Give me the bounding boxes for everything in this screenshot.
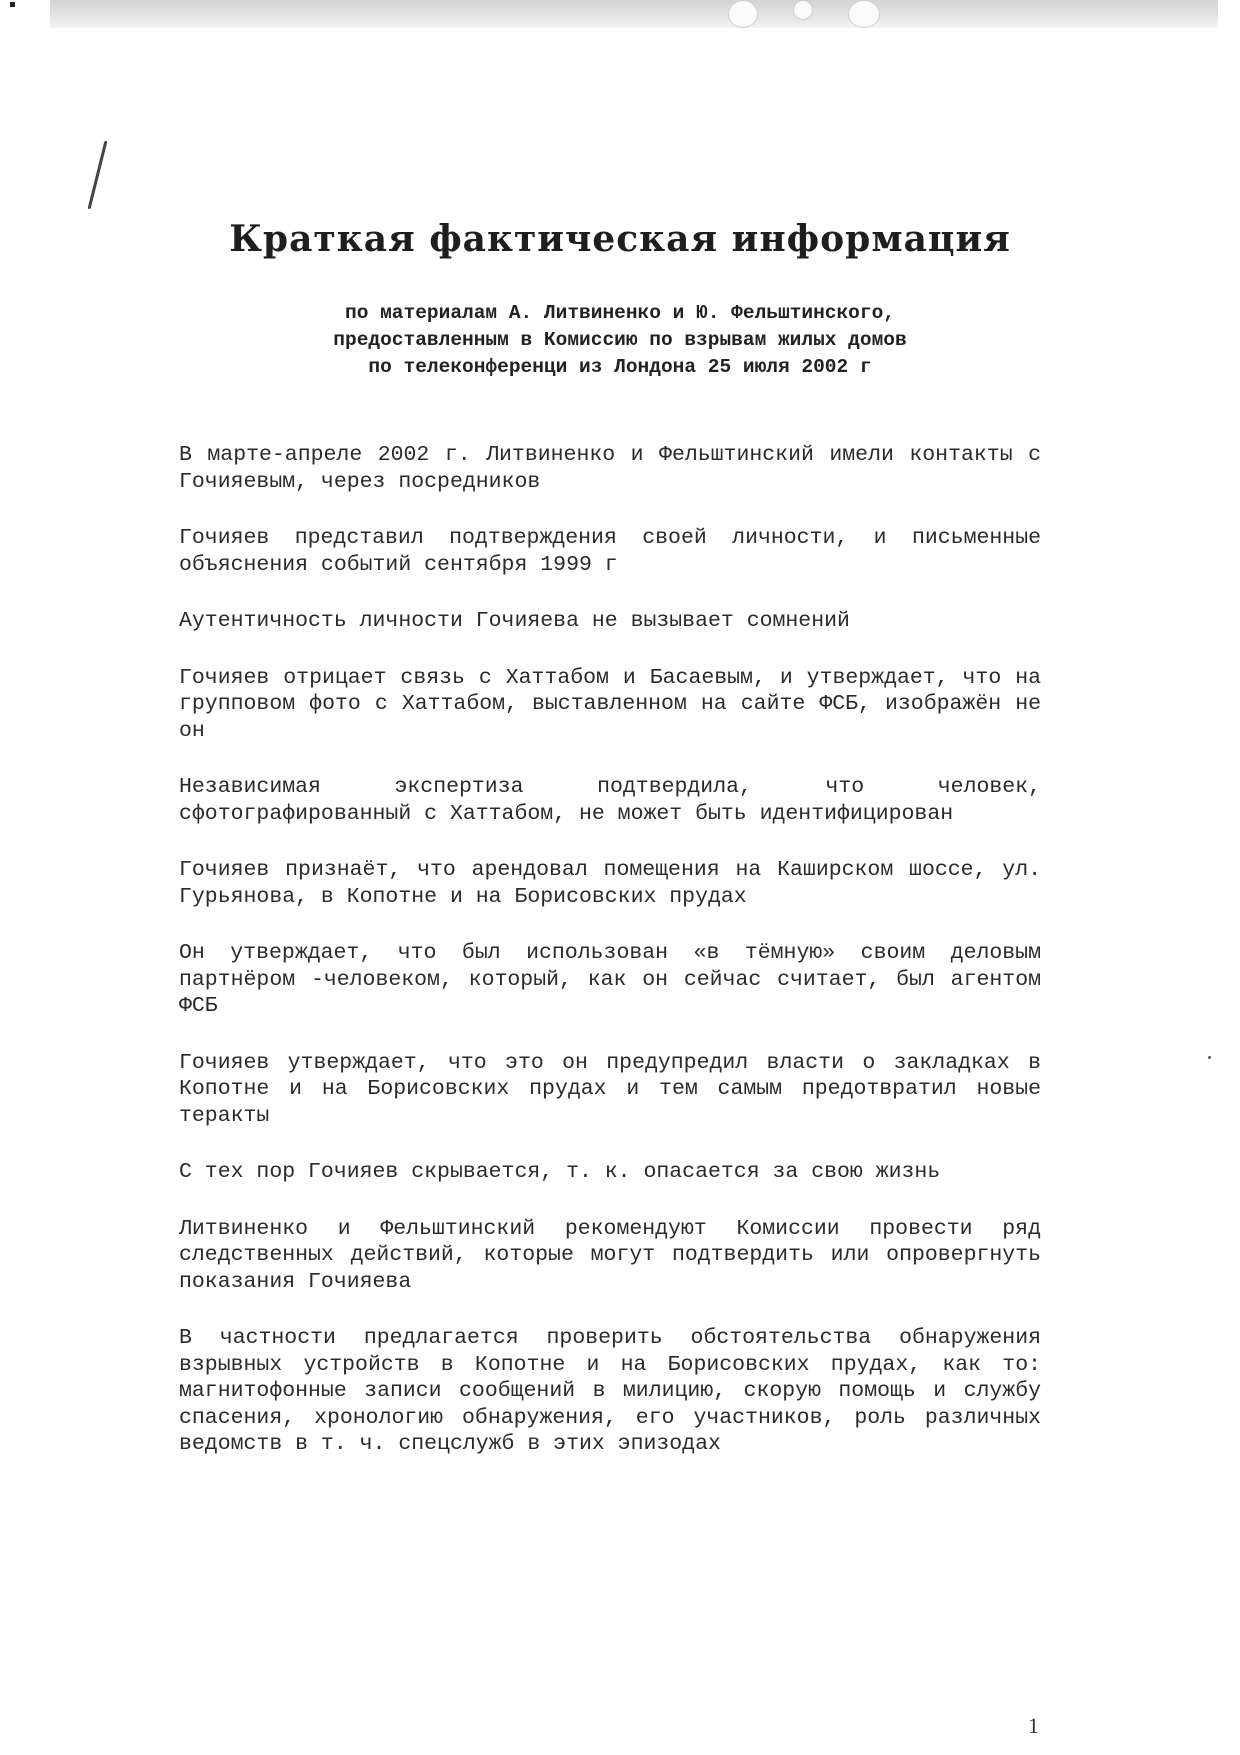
paragraph: С тех пор Гочияев скрывается, т. к. опасается за свою жизнь	[179, 1160, 941, 1184]
paragraph: Гочияев утверждает, что это он предупредил власти о закладках в Копотне и на Борисовских прудах и тем самым предотвратил новые теракты	[179, 1050, 1041, 1128]
scan-dot	[10, 2, 15, 7]
document-title: Краткая фактическая информация	[229, 218, 1011, 260]
paragraph: Гочияев представил подтверждения своей личности, и письменные объяснения событий сентября 1999 г	[179, 526, 1041, 577]
subtitle-line: по телеконференци из Лондона 25 июля 2002 г	[368, 356, 872, 378]
paragraph: В частности предлагается проверить обстоятельства обнаружения взрывных устройств в Копотне и на Борисовских прудах, как то: магнитофонные записи сообщений в милицию, скорую помощь и службу спасения, хронологию обнаружения, его участников, роль различных ведомств в т. ч. спецслужб в этих эпизодах	[179, 1326, 1041, 1456]
paragraph: Он утверждает, что был использован «в тёмную» своим деловым партнёром -человеком, который, как он сейчас считает, был агентом ФСБ	[179, 941, 1041, 1018]
paragraph: Гочияев отрицает связь с Хаттабом и Басаевым, и утверждает, что на групповом фото с Хаттабом, выставленном на сайте ФСБ, изображён не он	[179, 665, 1041, 743]
pen-stroke-mark	[88, 141, 108, 210]
subtitle-line: предоставленным в Комиссию по взрывам жилых домов	[333, 329, 907, 351]
paragraph: Независимая экспертиза подтвердила, что человек, сфотографированный с Хаттабом, не может быть идентифицирован	[179, 775, 1041, 826]
scan-corner-left	[0, 0, 50, 44]
paragraph: Гочияев признаёт, что арендовал помещения на Каширском шоссе, ул. Гурьянова, в Копотне и на Борисовских прудах	[179, 858, 1041, 909]
document-body	[179, 442, 1041, 1488]
paragraph: Аутентичность личности Гочияева не вызывает сомнений	[179, 609, 850, 633]
punch-hole-right	[848, 0, 880, 28]
paragraph: Литвиненко и Фельштинский рекомендуют Комиссии провести ряд следственных действий, которые могут подтвердить или опровергнуть показания Гочияева	[179, 1216, 1041, 1294]
subtitle-line: по материалам А. Литвиненко и Ю. Фельштинского,	[345, 302, 895, 324]
punch-hole-center	[793, 0, 813, 20]
scan-corner-right	[1218, 0, 1240, 38]
scan-speck	[1208, 1056, 1211, 1059]
paragraph: В марте-апреле 2002 г. Литвиненко и Фельштинский имели контакты с Гочияевым, через посредников	[179, 443, 1041, 494]
page-number: 1	[1028, 1713, 1039, 1738]
document-subtitle	[150, 300, 1090, 381]
punch-hole-left	[728, 0, 758, 28]
scanner-edge-strip	[0, 0, 1240, 28]
